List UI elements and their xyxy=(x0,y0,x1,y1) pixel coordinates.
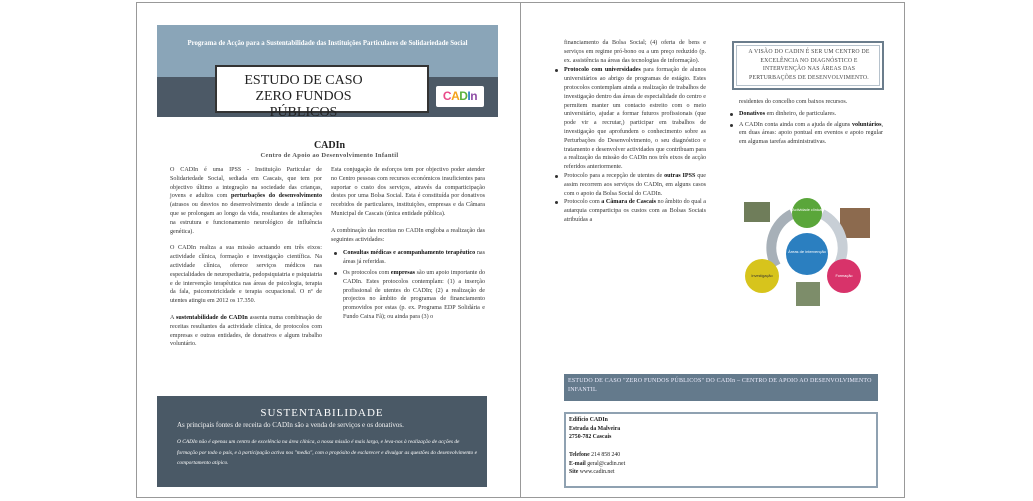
list-item: Protocolo para a recepção de utentes de outras IPSS que assim recorrem aos serviços do CADIn, em alguns casos com o apoio da Bolsa Social do CADIn. xyxy=(554,172,706,198)
contact-box xyxy=(564,412,878,488)
photo-thumbnail xyxy=(744,202,770,222)
title-line-1: ESTUDO DE CASO xyxy=(244,73,363,88)
case-study-banner xyxy=(564,374,878,401)
list-item: Donativos em dinheiro, de particulares. xyxy=(729,110,883,119)
research-label: Investigação xyxy=(751,274,773,278)
left-page xyxy=(136,2,521,498)
program-title: Programa de Acção para a Sustentabilidade das Instituições Particulares de Solidariedade Social xyxy=(187,40,468,47)
contact-line: Edifício CADIn xyxy=(569,417,608,423)
list-item: Protocolo com universidades para formação de alunos universitários ao abrigo de programas de estágio. Estes protocolos contemplam ainda a realização de trabalhos de investigação dentro das áreas de especialidade do centro e permitem manter um contacto estreito com o meio universitário, ajudar a formar futuros profissionais (que pode vir a recrutar,) participar em trabalhos de investigação que aprofundem o conhecimento sobre as Perturbações do Desenvolvimento, o seu diagnóstico e tratamento e desenvolver actividades que contribuam para a realização da missão do CADIn nos três eixos de acção referidos anteriormente. xyxy=(554,66,706,172)
photo-thumbnail xyxy=(796,282,820,306)
contact-details xyxy=(569,416,625,477)
paragraph: O CADIn é uma IPSS - Instituição Particular de Solidariedade Social, sediada em Cascais, que tem por objectivo último a integração na sociedade das crianças, jovens e adultos com perturbações do desenvolvimento (atrasos ou desvios no desenvolvimento desde a infância e que se prolongam ao longo da vida, resultantes de alterações na estrutura e funcionamento neurológico de influência genética). xyxy=(170,167,322,235)
sustainability-subtitle: As principais fontes de receita do CADIn são a venda de serviços e os donativos. xyxy=(177,421,404,429)
header-band xyxy=(157,25,498,120)
list-item: Consultas médicas e acompanhamento terapêutico nas áreas já referidas. xyxy=(333,249,485,267)
phone-label: Telefone xyxy=(569,451,590,458)
case-study-banner-text: ESTUDO DE CASO "ZERO FUNDOS PÚBLICOS" DO CADIn – CENTRO DE APOIO AO DESENVOLVIMENTO INFANTIL xyxy=(568,378,872,394)
right-column-1 xyxy=(554,39,706,225)
sustainability-heading: SUSTENTABILIDADE xyxy=(260,407,384,419)
vision-quote-box xyxy=(732,41,884,90)
paragraph: residentes do concelho com baixos recursos. xyxy=(739,99,848,105)
email-label: E-mail xyxy=(569,460,586,467)
intervention-areas-diagram xyxy=(740,196,872,310)
vision-quote: A VISÃO DO CADIN É SER UM CENTRO DE EXCELÊNCIA NO DIAGNÓSTICO E INTERVENÇÃO NAS ÁREAS DAS PERTURBAÇÕES DE DESENVOLVIMENTO. xyxy=(748,49,870,81)
site-label: Site xyxy=(569,469,579,476)
list-item: A CADIn conta ainda com a ajuda de alguns voluntários, em duas áreas: apoio pontual em eventos e apoio regular em algumas tarefas administrativas. xyxy=(729,121,883,147)
center-label: Áreas de intervenção xyxy=(788,249,826,254)
paragraph: A sustentabilidade do CADIn assenta numa combinação de receitas resultantes da actividade clínica, de protocolos com empresas e outras entidades, de donativos e algum trabalho voluntário. xyxy=(170,314,323,348)
cadin-logo: CADIn xyxy=(436,86,484,107)
training-label: Formação xyxy=(835,274,853,278)
list-item: Os protocolos com empresas são um apoio importante do CADIn. Estes protocolos contemplam: (1) a inserção profissional de utentes do CADIn; (2) a realização de projectos no âmbito de programas de financiamento promovidos por estas (p. ex. Programa EDP Solidária e Fundo Caixa Fã); ou ainda para (3) o xyxy=(333,269,485,322)
list-item: Protocolo com a Câmara de Cascais no âmbito do qual a autarquia comparticipa os custos com as Bolsas Sociais atribuídas a xyxy=(554,198,706,224)
right-page xyxy=(520,2,905,498)
phone-value: 214 858 240 xyxy=(589,451,621,458)
paragraph: O CADIn realiza a sua missão actuando em três eixos: actividade clínica, formação e investigação científica. Na actividade clínica, oferece serviços médicos nas especialidades de neuropediatria, pedopsiquiatria e psiquiatria e de intervenção terapêutica nas áreas de psicologia, terapia da fala, psicomotricidade e terapia ocupacional. O nº de utentes atingiu em 2012 os 17.350. xyxy=(170,245,322,305)
clinical-label: Actividade clínica xyxy=(792,208,822,212)
clinical-circle xyxy=(792,198,822,228)
paragraph: A combinação das receitas no CADIn engloba a realização das seguintes actividades: xyxy=(331,227,485,243)
center-circle xyxy=(786,233,828,275)
paragraph: financiamento da Bolsa Social; (4) oferta de bens e serviços em regime pró-bono ou a um preço reduzido (p. ex. assistência na áreas das tecnologias de informação). xyxy=(564,40,706,64)
title-box xyxy=(215,65,429,120)
left-column-1 xyxy=(170,166,322,349)
contact-line: Estrada da Malveira xyxy=(569,425,621,432)
contact-line: 2750-782 Cascais xyxy=(569,434,612,441)
site-link[interactable]: www.cadin.net xyxy=(578,469,615,476)
org-name: CADIn xyxy=(313,140,346,151)
paragraph: Esta conjugação de esforços tem por objectivo poder atender no Centro pessoas com recursos económicos insuficientes para suportar o custo dos serviços, através da comparticipação destes por uma Bolsa Social. Esta é constituída por donativos recebidos de particulares, instituições, empresas e da Câmara Municipal de Cascais (única entidade pública). xyxy=(331,167,485,217)
org-subtitle: Centro de Apoio ao Desenvolvimento Infantil xyxy=(260,152,399,159)
sustainability-quote: O CADIn não é apenas um centro de excelência na área clínica, a nossa missão é mais larga, e leva-nos à realização de acções de formação por todo o país, e à participação activa nos "media", com o propósito de esclarecer e divulgar as questões do desenvolvimento e comportamento atípico. xyxy=(177,439,477,466)
sustainability-box xyxy=(157,396,487,487)
left-column-2 xyxy=(331,166,485,322)
email-link[interactable]: geral@cadin.net xyxy=(585,460,626,467)
title-line-2: ZERO FUNDOS PÚBLICOS xyxy=(255,89,352,120)
right-column-2 xyxy=(729,98,883,147)
